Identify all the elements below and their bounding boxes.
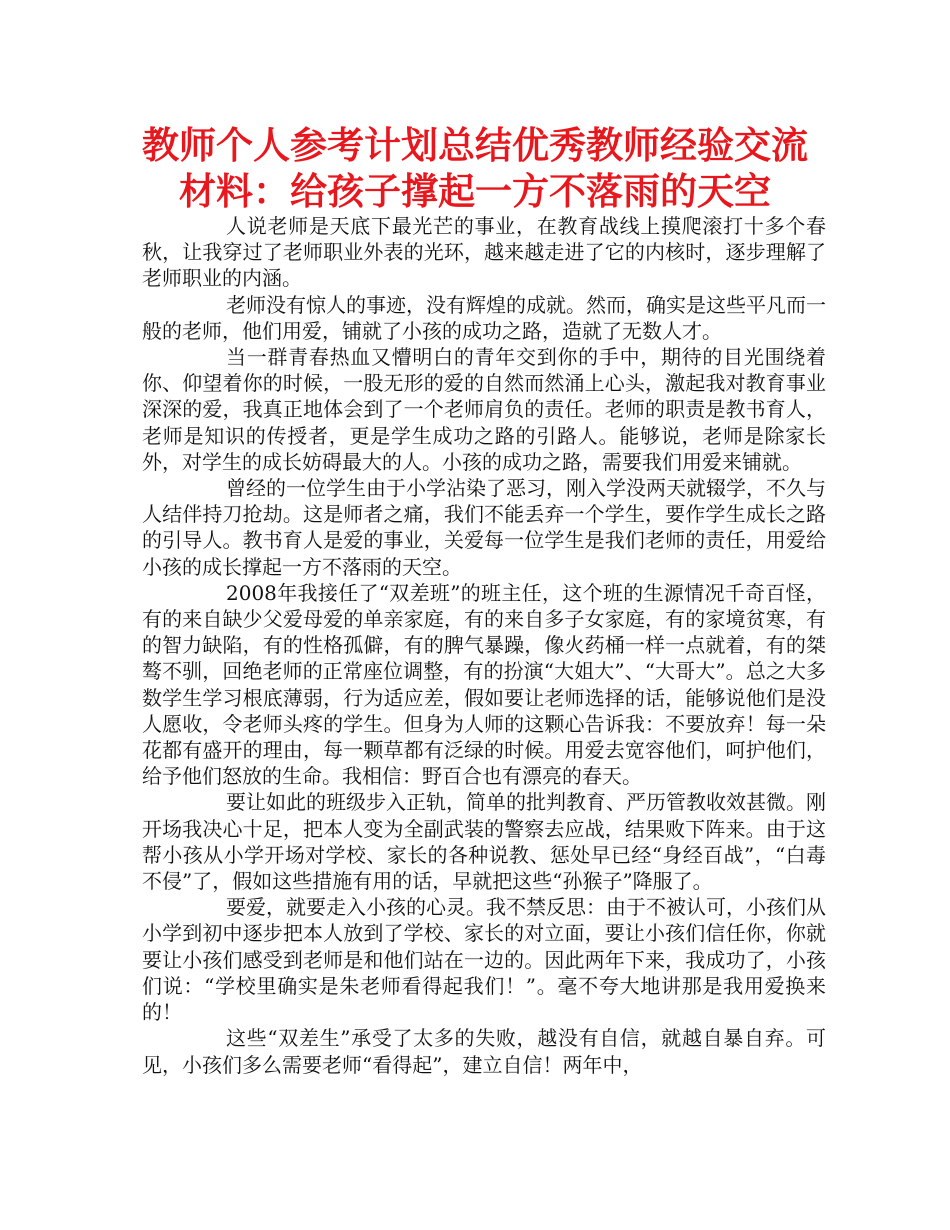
document-title-line-1: 教师个人参考计划总结优秀教师经验交流 [142,124,808,167]
paragraph-3: 当一群青春热血又懵明白的青年交到你的手中，期待的目光围绕着你、仰望着你的时候，一股无形的爱的自然而然涌上心头，激起我对教育事业深深的爱，我真正地体会到了一个老师肩负的责任。老师的职责是教书育人，老师是知识的传授者，更是学生成功之路的引路人。能够说，老师是除家长外，对学生的成长妨碍最大的人。小孩的成功之路，需要我们用爱来铺就。 [142,345,826,474]
paragraph-2: 老师没有惊人的事迹，没有辉煌的成就。然而，确实是这些平凡而一般的老师，他们用爱，铺就了小孩的成功之路，造就了无数人才。 [142,292,826,343]
paragraph-4: 曾经的一位学生由于小学沾染了恶习，刚入学没两天就辍学，不久与人结伴持刀抢劫。这是师者之痛，我们不能丢弃一个学生，要作学生成长之路的引导人。教书育人是爱的事业，关爱每一位学生是我们老师的责任，用爱给小孩的成长撑起一方不落雨的天空。 [142,476,826,579]
document-body [142,213,826,1078]
paragraph-1: 人说老师是天底下最光芒的事业，在教育战线上摸爬滚打十多个春秋，让我穿过了老师职业外表的光环，越来越走进了它的内核时，逐步理解了老师职业的内涵。 [142,214,826,291]
paragraph-7: 要爱，就要走入小孩的心灵。我不禁反思：由于不被认可，小孩们从小学到初中逐步把本人放到了学校、家长的对立面，要让小孩们信任你，你就要让小孩们感受到老师是和他们站在一边的。因此两年下来，我成功了，小孩们说：“学校里确实是朱老师看得起我们！”。毫不夸大地讲那是我用爱换来的！ [142,895,826,1025]
paragraph-6: 要让如此的班级步入正轨，简单的批判教育、严历管教收效甚微。刚开场我决心十足，把本人变为全副武装的警察去应战，结果败下阵来。由于这帮小孩从小学开场对学校、家长的各种说教、惩处早已经“身经百战”，“白毒不侵”了，假如这些措施有用的话，早就把这些“孙猴子”降服了。 [142,790,826,894]
document-title-line-2: 材料：给孩子撑起一方不落雨的天空 [179,170,771,213]
paragraph-5: 2008年我接任了“双差班”的班主任，这个班的生源情况千奇百怪，有的来自缺少父爱母爱的单亲家庭，有的来自多子女家庭，有的家境贫寒，有的智力缺陷，有的性格孤僻，有的脾气暴躁，像火药桶一样一点就着，有的桀骜不驯，回绝老师的正常座位调整，有的扮演“大姐大”、“大哥大”。总之大多数学生学习根底薄弱，行为适应差，假如要让老师选择的话，能够说他们是没人愿收，令老师头疼的学生。但身为人师的这颗心告诉我：不要放弃！每一朵花都有盛开的理由，每一颗草都有泛绿的时候。用爱去宽容他们，呵护他们，给予他们怒放的生命。我相信：野百合也有漂亮的春天。 [142,580,826,789]
paragraph-8: 这些“双差生”承受了太多的失败，越没有自信，就越自暴自弃。可见，小孩们多么需要老师“看得起”，建立自信！两年中， [142,1026,826,1077]
